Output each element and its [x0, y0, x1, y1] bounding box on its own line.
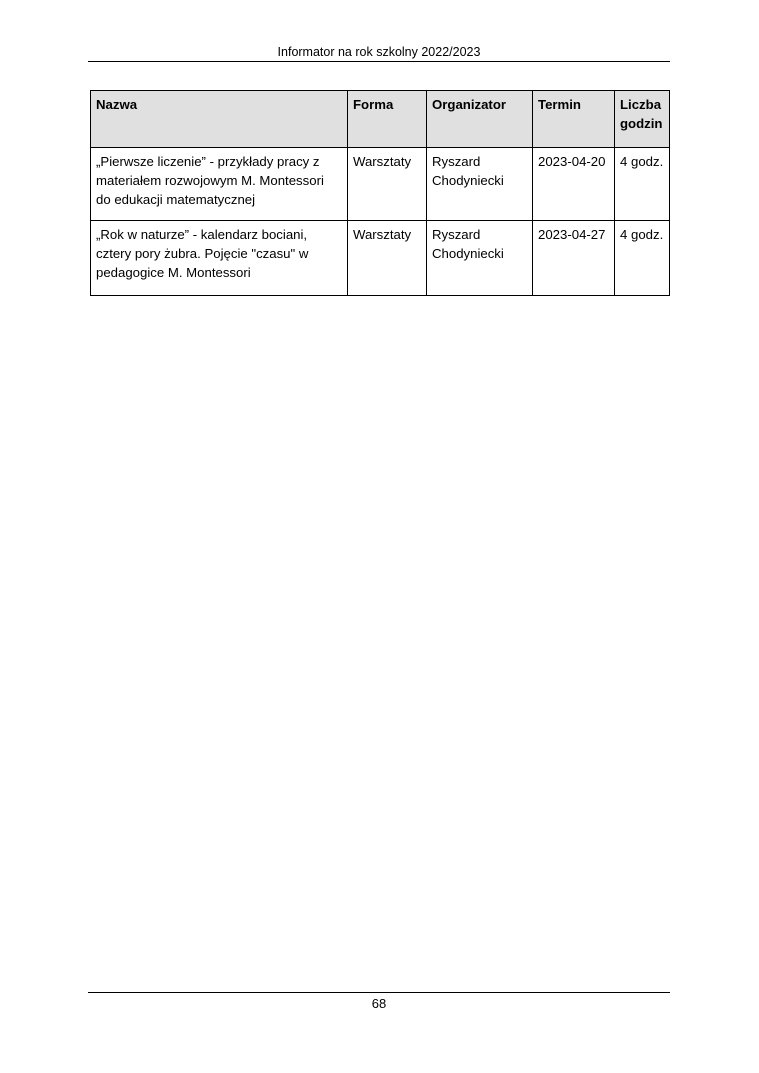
cell-forma: Warsztaty: [348, 221, 427, 296]
page-number: 68: [371, 996, 387, 1011]
cell-nazwa: „Pierwsze liczenie” - przykłady pracy z materiałem rozwojowym M. Montessori do edukacji matematycznej: [91, 148, 348, 221]
cell-forma: Warsztaty: [348, 148, 427, 221]
cell-termin: 2023-04-27: [533, 221, 615, 296]
cell-organizator: Ryszard Chodyniecki: [427, 148, 533, 221]
page-header: [88, 45, 670, 62]
cell-organizator: Ryszard Chodyniecki: [427, 221, 533, 296]
table-row: [91, 148, 670, 221]
cell-termin: 2023-04-20: [533, 148, 615, 221]
column-header-nazwa: Nazwa: [91, 91, 348, 148]
column-header-liczba-godzin: Liczba godzin: [615, 91, 670, 148]
courses-table: [90, 90, 670, 296]
cell-liczba-godzin: 4 godz.: [615, 148, 670, 221]
column-header-termin: Termin: [533, 91, 615, 148]
column-header-forma: Forma: [348, 91, 427, 148]
page-footer: [88, 992, 670, 1012]
table-header-row: [91, 91, 670, 148]
table-row: [91, 221, 670, 296]
cell-liczba-godzin: 4 godz.: [615, 221, 670, 296]
page-header-title: Informator na rok szkolny 2022/2023: [277, 45, 481, 59]
cell-nazwa: „Rok w naturze” - kalendarz bociani, cztery pory żubra. Pojęcie "czasu" w pedagogice M. Montessori: [91, 221, 348, 296]
column-header-organizator: Organizator: [427, 91, 533, 148]
